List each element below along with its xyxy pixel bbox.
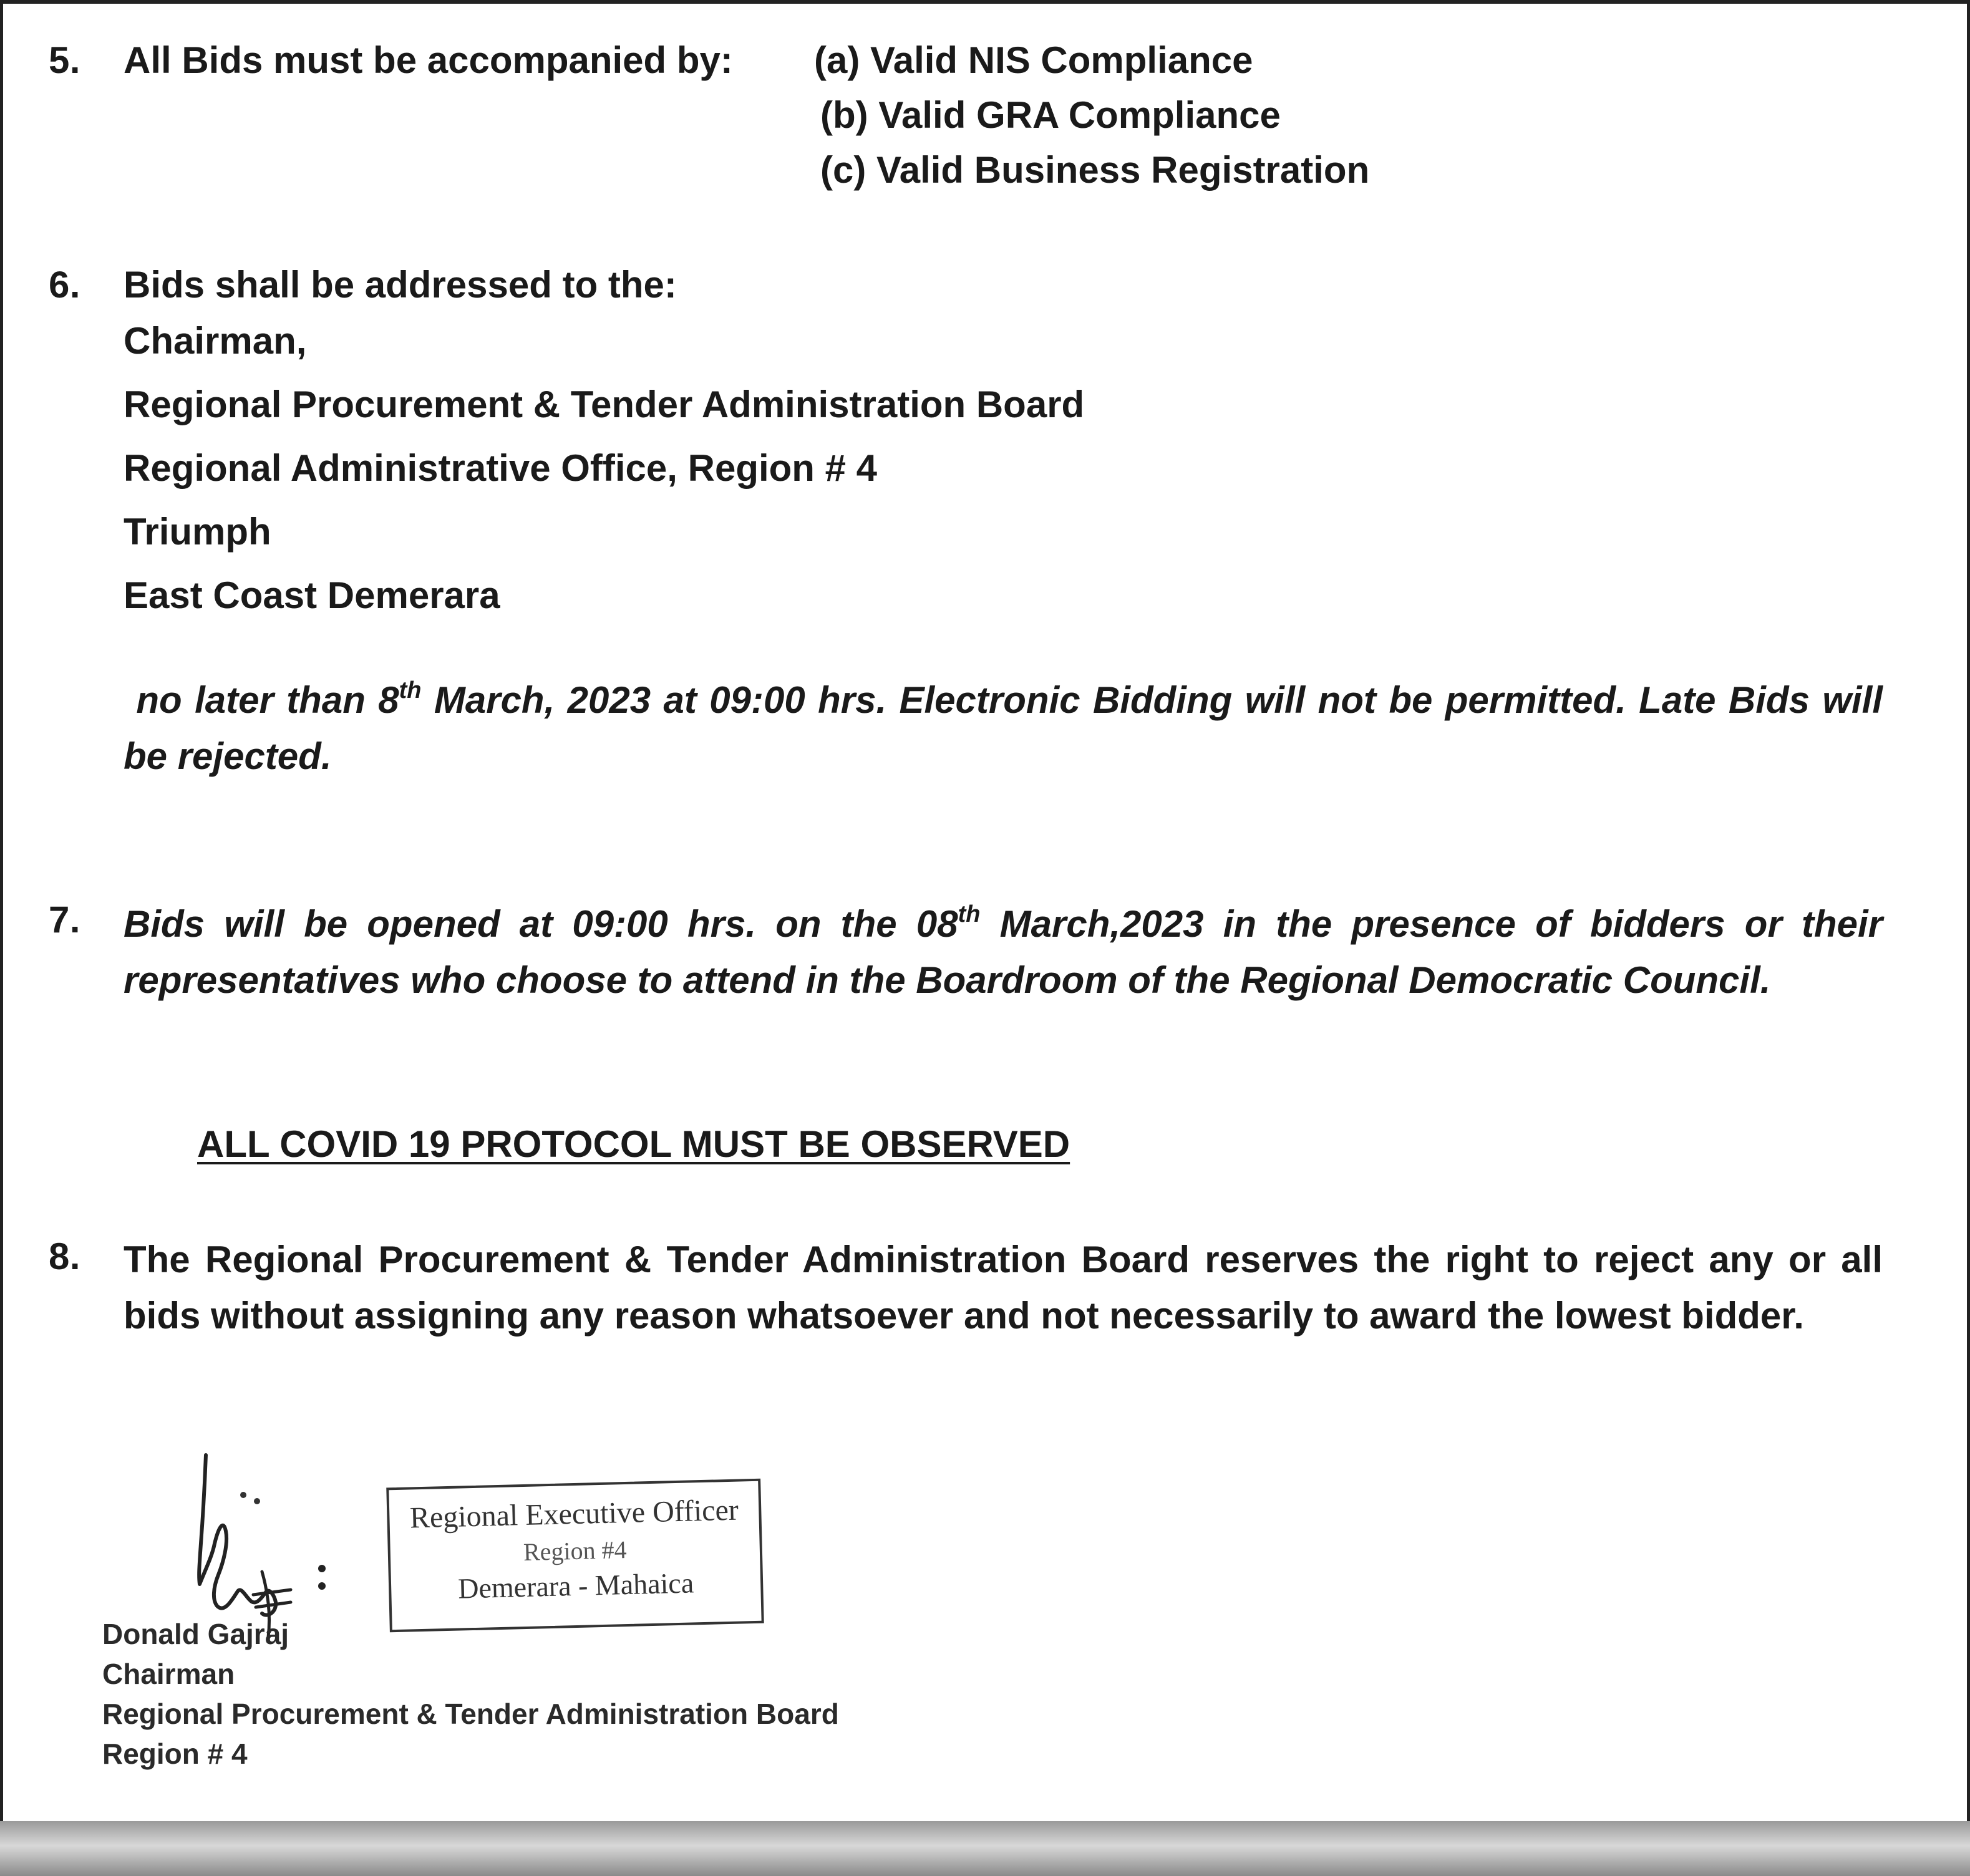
item-7-text: [124, 896, 1883, 1008]
address-line: Regional Administrative Office, Region # 4: [124, 447, 878, 489]
deadline-text-end: March, 2023 at 09:00 hrs. Electronic Bidding will not be permitted. Late Bids will be rejected.: [124, 679, 1883, 777]
deadline-text-start: no later than 8: [136, 679, 399, 721]
address-line: Chairman,: [124, 320, 307, 362]
signatory-block: [102, 1614, 839, 1774]
item-5-requirement-b: (b) Valid GRA Compliance: [820, 94, 1281, 136]
stamp-line-2: Region #4: [523, 1535, 628, 1567]
item-6-deadline: [124, 672, 1883, 785]
item-5-number: 5.: [49, 39, 81, 81]
signatory-region: Region # 4: [102, 1738, 248, 1770]
signatory-board: Regional Procurement & Tender Administration Board: [102, 1698, 839, 1730]
item-6-lead: Bids shall be addressed to the:: [124, 264, 677, 306]
address-line: Regional Procurement & Tender Administration Board: [124, 384, 1085, 425]
stamp-line-3: Demerara - Mahaica: [457, 1567, 694, 1605]
opening-text-end: March,2023 in the presence of bidders or their representatives who choose to attend in the Boardroom of the Regional Democratic Council.: [124, 903, 1883, 1001]
opening-ordinal: th: [958, 901, 981, 927]
deadline-ordinal: th: [399, 677, 422, 704]
item-5-requirement-c: (c) Valid Business Registration: [820, 149, 1370, 191]
item-5-requirement-a: (a) Valid NIS Compliance: [814, 39, 1253, 81]
address-line: East Coast Demerara: [124, 574, 500, 616]
covid-notice: ALL COVID 19 PROTOCOL MUST BE OBSERVED: [197, 1123, 1070, 1165]
item-6-number: 6.: [49, 264, 81, 306]
item-8-number: 8.: [49, 1235, 81, 1277]
stamp-line-1: Regional Executive Officer: [409, 1493, 739, 1535]
address-line: Triumph: [124, 511, 271, 553]
item-5-lead: All Bids must be accompanied by:: [124, 39, 733, 81]
official-stamp: [386, 1479, 764, 1633]
item-7-number: 7.: [49, 899, 81, 940]
signatory-title: Chairman: [102, 1658, 235, 1690]
item-8-text: The Regional Procurement & Tender Administration Board reserves the right to reject any or all bids without assigning any reason whatsoever and not necessarily to award the lowest bidder.: [124, 1239, 1883, 1337]
opening-text-start: Bids will be opened at 09:00 hrs. on the 08: [124, 903, 958, 945]
bottom-decorative-bar: [0, 1821, 1970, 1876]
signatory-name: Donald Gajraj: [102, 1618, 289, 1650]
